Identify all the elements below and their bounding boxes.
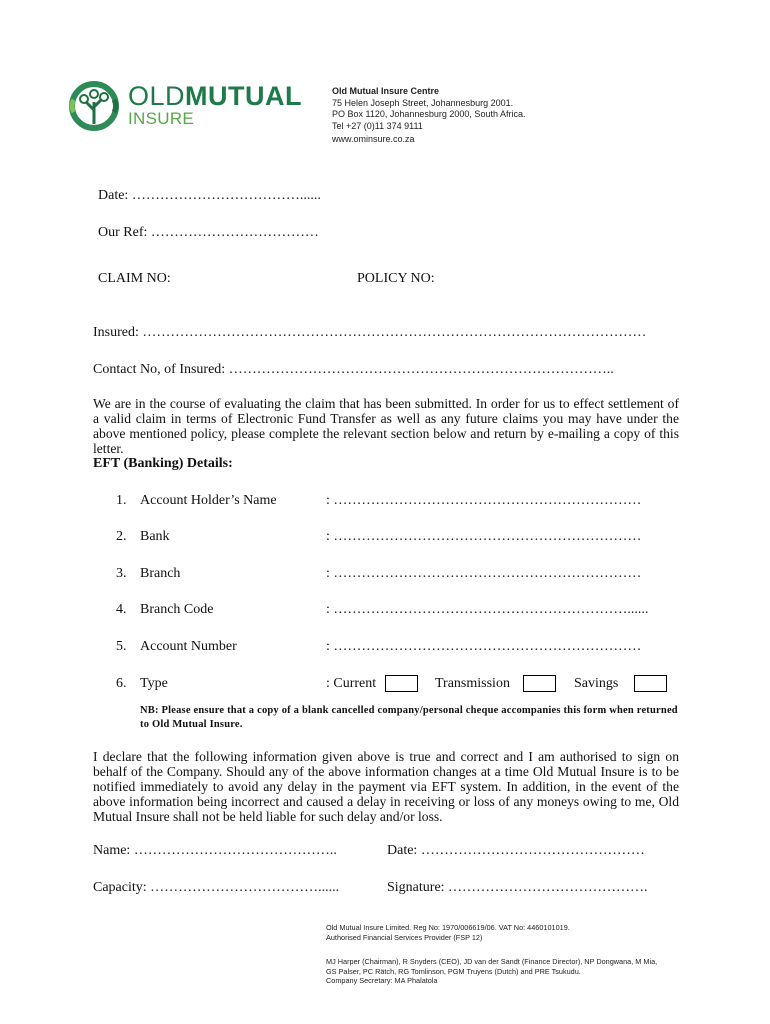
type-current-label: : Current [326, 676, 377, 691]
intro-paragraph: We are in the course of evaluating the claim that has been submitted. In order for us to effect settlement of a valid claim in terms of Electronic Fund Transfer as well as any future claims you may have under the above mentioned policy, please complete the relevant section below and return by e-mailing a copy of this letter. [93, 396, 679, 456]
website-link[interactable]: www.ominsure.co.za [332, 134, 415, 144]
signature-field[interactable]: Signature: ……………………………………. [387, 880, 648, 895]
footer-directors [326, 957, 657, 986]
insured-field[interactable]: Insured: ……………………………………………………………………………………………… [93, 325, 647, 340]
contact-field[interactable]: Contact No, of Insured: ……………………………………………………………………….. [93, 362, 614, 377]
current-checkbox[interactable] [385, 675, 418, 692]
eft-row-bank [116, 529, 676, 547]
savings-checkbox[interactable] [634, 675, 667, 692]
type-transmission-label: Transmission [435, 676, 510, 691]
row-label: Branch [140, 566, 181, 581]
address-title: Old Mutual Insure Centre [332, 86, 440, 96]
company-address [332, 86, 525, 146]
eft-row-branch-code [116, 602, 676, 620]
row-label: Account Number [140, 639, 237, 654]
account-holder-input[interactable]: : ………………………………………………………… [326, 493, 642, 508]
eft-heading: EFT (Banking) Details: [93, 456, 233, 471]
row-label: Type [140, 676, 168, 691]
nb-note: NB: Please ensure that a copy of a blank cancelled company/personal cheque accompanies this form when returned to Old Mutual Insure. [140, 705, 678, 730]
footer-directors-line-1: MJ Harper (Chairman), R Snyders (CEO), JD van der Sandt (Finance Director), NP Dongwana, M Mia, [326, 957, 658, 966]
row-label: Bank [140, 529, 170, 544]
brand-subtitle: INSURE [128, 109, 195, 128]
declaration-paragraph: I declare that the following information given above is true and correct and I am authorised to sign on behalf of the Company. Should any of the above information changes at a time Old Mutual Insure is to be notified immediately to avoid any delay in the payment via EFT system. In addition, in the event of the above information being incorrect and caused a delay in receiving or loss of any moneys owing to me, Old Mutual Insure shall not be held liable for such delay and/or loss. [93, 749, 679, 824]
date-field[interactable]: Date: ………………………………...... [98, 188, 321, 203]
signoff-date-field[interactable]: Date: ………………………………………… [387, 843, 645, 858]
row-label: Account Holder’s Name [140, 493, 277, 508]
name-field[interactable]: Name: …………………………………….. [93, 843, 337, 858]
branch-code-input[interactable]: : ………………………………………………………...... [326, 602, 649, 617]
address-line-1: 75 Helen Joseph Street, Johannesburg 2001. [332, 97, 514, 108]
row-number: 1. [116, 493, 127, 508]
address-line-3: Tel +27 (0)11 374 9111 [332, 120, 423, 131]
eft-row-branch [116, 566, 676, 584]
footer-directors-line-2: GS Palser, PC Rätch, RG Tomlinson, PGM Truyens (Dutch) and PRE Tsukudu. [326, 966, 581, 976]
row-number: 3. [116, 566, 127, 581]
tree-logo-icon [68, 80, 120, 132]
our-ref-field[interactable]: Our Ref: ……………………………… [98, 225, 319, 240]
footer-registration [326, 923, 570, 942]
footer-fsp-line: Authorised Financial Services Provider (FSP 12) [326, 932, 483, 942]
row-number: 2. [116, 529, 127, 544]
row-number: 5. [116, 639, 127, 654]
row-number: 6. [116, 676, 127, 691]
transmission-checkbox[interactable] [523, 675, 556, 692]
address-line-2: PO Box 1120, Johannesburg 2000, South Africa. [332, 109, 526, 119]
footer-reg-line: Old Mutual Insure Limited. Reg No: 1970/006619/06. VAT No: 4460101019. [326, 923, 570, 932]
branch-input[interactable]: : ………………………………………………………… [326, 566, 642, 581]
eft-row-account-holder [116, 493, 676, 511]
eft-row-account-number [116, 639, 676, 657]
eft-row-type [116, 676, 676, 694]
row-label: Branch Code [140, 602, 214, 617]
brand-name: OLDMUTUAL [128, 81, 303, 111]
row-number: 4. [116, 602, 127, 617]
claim-no-label: CLAIM NO: [98, 271, 171, 286]
bank-input[interactable]: : ………………………………………………………… [326, 529, 642, 544]
policy-no-label: POLICY NO: [357, 271, 435, 286]
footer-secretary-line: Company Secretary: MA Phalatola [326, 976, 438, 985]
capacity-field[interactable]: Capacity: ………………………………...... [93, 880, 340, 895]
account-number-input[interactable]: : ………………………………………………………… [326, 639, 642, 654]
type-savings-label: Savings [574, 676, 619, 691]
company-logo [68, 80, 308, 132]
